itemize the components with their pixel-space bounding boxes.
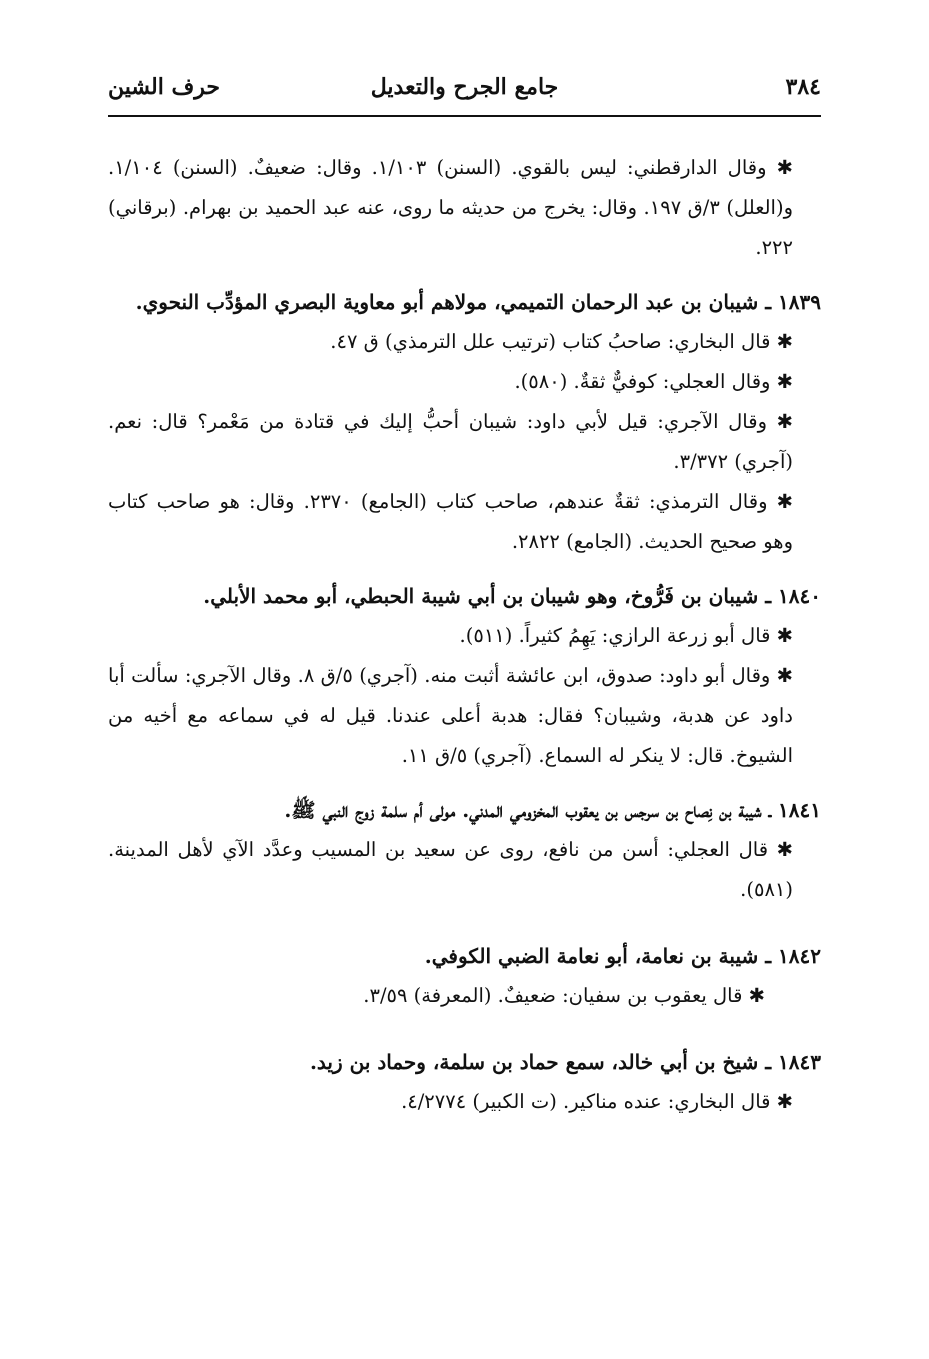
paragraph-continuation: ✱ وقال الدارقطني: ليس بالقوي. (السنن) ١/١٠٣. وقال: ضعيفٌ. (السنن) ١/١٠٤. و(العلل) ٣/ق ١٩٧. وقال: يخرج من حديثه ما روى، عنه عبد الحميد بن بهرام. (برقاني) ٢٢٢. — [108, 156, 794, 259]
entry-heading: ١٨٤٠ ـ شيبان بن فَرُّوخ، وهو شيبان بن أبي شيبة الحبطي، أبو محمد الأبلي. — [203, 584, 821, 608]
book-title: جامع الجرح والتعديل — [370, 74, 559, 100]
entry-heading: ١٨٤٣ ـ شيخ بن أبي خالد، سمع حماد بن سلمة، وحماد بن زيد. — [309, 1050, 821, 1074]
page-number: ٣٨٤ — [785, 74, 821, 100]
entry-line: ✱ قال العجلي: أسن من نافع، روى عن سعيد بن المسيب وعدَّد الآي لأهل المدينة. (٥٨١). — [108, 838, 793, 901]
entry-line: ✱ قال أبو زرعة الرازي: يَهِمُ كثيراً. (٥١١). — [459, 624, 793, 647]
entry-heading: ١٨٤١ ـ شيبة بن نِصاح بن سرجس بن يعقوب المخزومي المدني. مولى أم سلمة زوج النبي ﷺ. — [284, 798, 821, 822]
entry-heading: ١٨٤٢ ـ شيبة بن نعامة، أبو نعامة الضبي الكوفي. — [424, 944, 821, 968]
entry-1843 — [108, 1042, 821, 1122]
entry-line: ✱ وقال أبو داود: صدوق، ابن عائشة أثبت منه. (آجري) ٥/ق ٨. وقال الآجري: سألت أبا داود عن هدبة، وشيبان؟ فقال: هدبة أعلى عندنا. قيل له في سماعه مع أخيه من الشيوخ. قال: لا ينكر له السماع. (آجري) ٥/ق ١١. — [108, 664, 794, 767]
entry-line: ✱ وقال الآجري: قيل لأبي داود: شيبان أحبُّ إليك في قتادة من مَعْمر؟ قال: نعم. (آجري) ٣/٣٧٢. — [108, 410, 793, 473]
entry-1840 — [108, 576, 821, 776]
entry-heading: ١٨٣٩ ـ شيبان بن عبد الرحمان التميمي، مولاهم أبو معاوية البصري المؤدِّب النحوي. — [135, 290, 821, 314]
entry-1841 — [108, 790, 821, 910]
running-header — [108, 70, 821, 110]
page-body — [108, 148, 821, 1122]
entry-1839 — [108, 282, 821, 562]
entry-line: ✱ وقال العجلي: كوفيٌّ ثقةٌ. (٥٨٠). — [514, 370, 793, 393]
entry-line: ✱ قال يعقوب بن سفيان: ضعيفٌ. (المعرفة) ٣/٥٩. — [363, 984, 765, 1007]
section-title: حرف الشين — [108, 74, 221, 100]
entry-line: ✱ قال البخاري: عنده مناكير. (ت الكبير) ٤/٢٧٧٤. — [401, 1090, 793, 1113]
entry-1842 — [108, 936, 821, 1016]
entry-line: ✱ قال البخاري: صاحبُ كتاب (ترتيب علل الترمذي) ق ٤٧. — [330, 330, 793, 353]
header-rule — [108, 115, 821, 117]
entry-line: ✱ وقال الترمذي: ثقةٌ عندهم، صاحب كتاب (الجامع) ٢٣٧٠. وقال: هو صاحب كتاب وهو صحيح الحديث. (الجامع) ٢٨٢٢. — [108, 490, 793, 553]
